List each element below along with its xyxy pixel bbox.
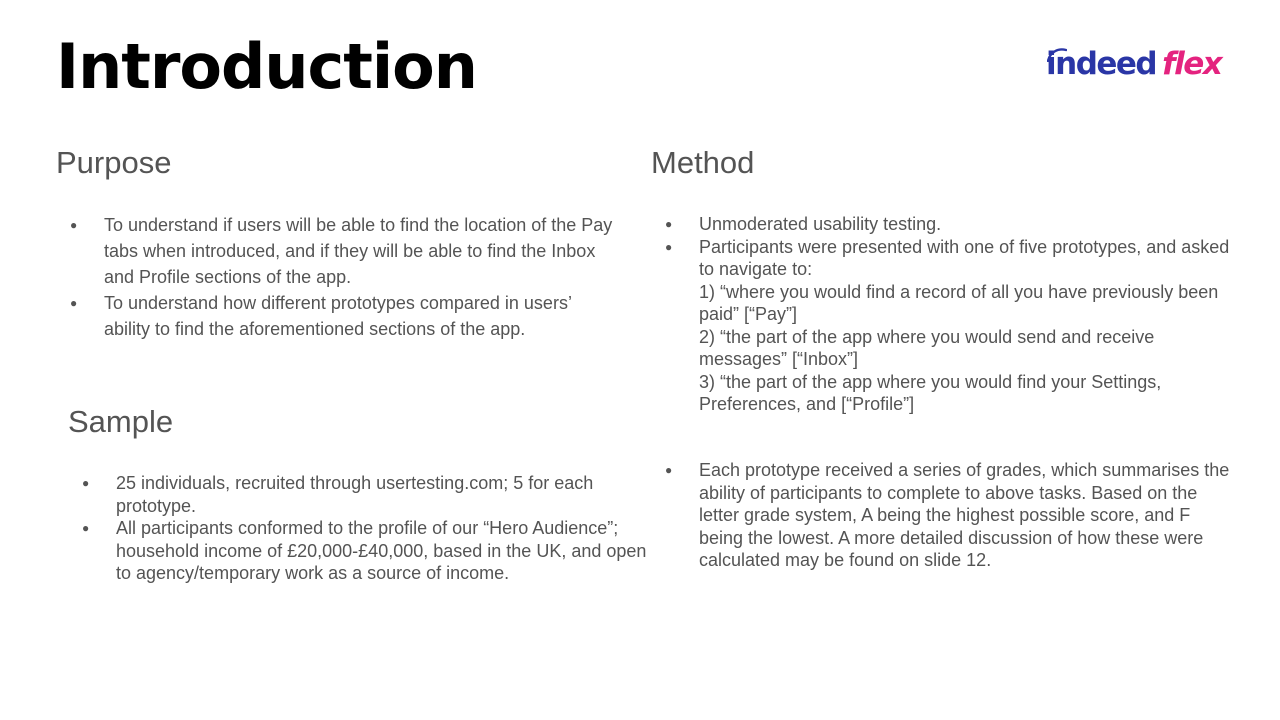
sample-list	[68, 472, 648, 585]
navigation-task: 2) “the part of the app where you would send and receive messages” [“Inbox”]	[699, 326, 1155, 369]
purpose-heading: Purpose	[56, 145, 172, 180]
navigation-task: 1) “where you would find a record of all you have previously been paid” [“Pay”]	[699, 281, 1219, 324]
list-item: ● 25 individuals, recruited through usertesting.com; 5 for each prototype.	[68, 472, 648, 517]
method-heading: Method	[651, 145, 755, 180]
sample-heading: Sample	[68, 404, 174, 439]
list-item: ● Unmoderated usability testing.	[651, 213, 1231, 236]
logo-product-text: flex	[1162, 46, 1222, 82]
logo-brand-text: indeed	[1046, 46, 1157, 82]
navigation-intro: ● Participants were presented with one of five prototypes, and asked to navigate to:	[699, 236, 1230, 279]
logo-arc-icon	[1047, 48, 1067, 62]
list-item: ● To understand if users will be able to find the location of the Pay tabs when introduced, and if they will be able to find the Inbox and Profile sections of the app.	[56, 212, 616, 290]
slide-title: Introduction	[56, 30, 477, 103]
list-item: ● Each prototype received a series of grades, which summarises the ability of participants to complete to above tasks. Based on the letter grade system, A being the highest possible score, and F being the lowest. A more detailed discussion of how these were calculated may be found on slide 12.	[651, 459, 1231, 572]
method-list	[651, 213, 1231, 416]
purpose-list	[56, 212, 616, 342]
list-item: ● To understand how different prototypes compared in users’ ability to find the aforementioned sections of the app.	[56, 290, 616, 342]
list-item: ● All participants conformed to the profile of our “Hero Audience”; household income of £20,000-£40,000, based in the UK, and open to agency/temporary work as a source of income.	[68, 517, 648, 585]
navigation-task: 3) “the part of the app where you would find your Settings, Preferences, and [“Profile”]	[699, 371, 1162, 414]
indeed-flex-logo	[1046, 46, 1221, 83]
method-grading-list	[651, 459, 1231, 572]
list-item-navigation	[651, 236, 1231, 416]
